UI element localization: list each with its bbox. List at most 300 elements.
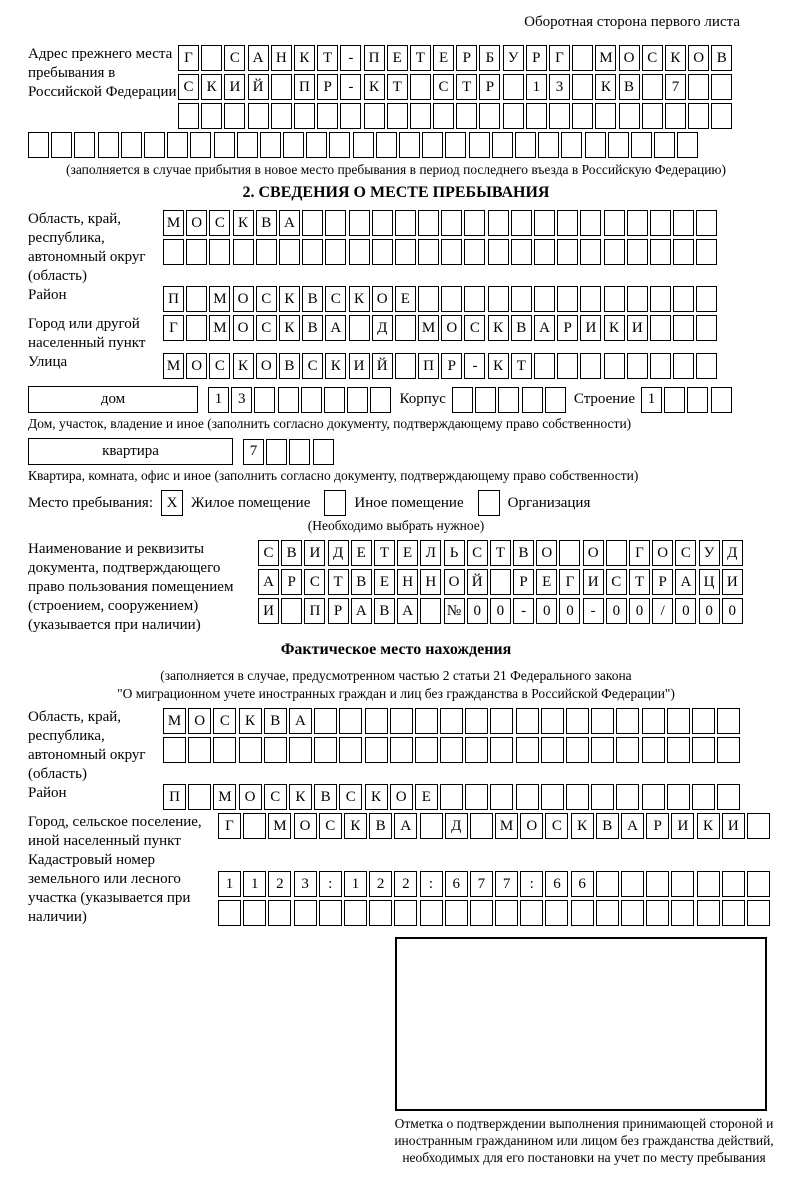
char-cell: К: [201, 74, 222, 100]
char-cell: А: [258, 569, 279, 595]
char-cell: [469, 132, 490, 158]
char-cell: Р: [513, 569, 534, 595]
char-cell: [370, 387, 391, 413]
char-cell: Ц: [699, 569, 720, 595]
char-cell: :: [319, 871, 342, 897]
char-row: [163, 286, 720, 312]
char-cell: [591, 737, 614, 763]
char-cell: М: [163, 708, 186, 734]
char-cell: [464, 210, 485, 236]
char-cell: К: [488, 315, 509, 341]
char-cell: [747, 871, 770, 897]
char-cell: В: [619, 74, 640, 100]
dom-cells: [208, 387, 394, 413]
factual-oblast-label: Область, край, республика, автономный округ (область): [28, 709, 146, 782]
char-cell: [243, 900, 266, 926]
char-cell: Т: [410, 45, 431, 71]
char-cell: -: [464, 353, 485, 379]
char-cell: М: [495, 813, 518, 839]
char-cell: О: [619, 45, 640, 71]
oblast-group: [28, 210, 764, 286]
gorod-label: Город или другой населенный пункт: [28, 316, 146, 351]
char-cell: [372, 210, 393, 236]
char-cell: [580, 286, 601, 312]
prev-address-full-row: [28, 132, 764, 158]
char-cell: [557, 210, 578, 236]
char-cell: 2: [369, 871, 392, 897]
header-note: Оборотная сторона первого листа: [524, 14, 740, 30]
char-cell: [51, 132, 72, 158]
char-cell: В: [302, 315, 323, 341]
char-cell: :: [520, 871, 543, 897]
char-cell: [324, 387, 345, 413]
char-row: [218, 900, 772, 926]
char-cell: [190, 132, 211, 158]
char-cell: Е: [395, 286, 416, 312]
char-cell: [314, 708, 337, 734]
stay-type-label: Место пребывания:: [28, 494, 153, 511]
char-cell: И: [627, 315, 648, 341]
char-cell: [520, 900, 543, 926]
char-cell: [503, 103, 524, 129]
section2-title: 2. СВЕДЕНИЯ О МЕСТЕ ПРЕБЫВАНИЯ: [242, 184, 550, 201]
char-cell: №: [444, 598, 465, 624]
char-cell: [440, 784, 463, 810]
char-cell: [465, 708, 488, 734]
stamp-caption: Отметка о подтверждении выполнения принимающей стороной и иностранным гражданином или лицом без гражданства действий, необходимых для его постановки на учет по месту пребывания: [394, 1116, 774, 1165]
char-cell: [642, 737, 665, 763]
kvartira-row: [28, 438, 764, 465]
char-cell: [541, 737, 564, 763]
stay-type-note: (Необходимо выбрать нужное): [307, 518, 485, 533]
prev-address-label: Адрес прежнего места пребывания в Российской Федерации: [28, 46, 177, 100]
char-cell: [365, 708, 388, 734]
char-cell: А: [621, 813, 644, 839]
char-cell: [654, 132, 675, 158]
char-cell: П: [163, 286, 184, 312]
char-cell: М: [163, 353, 184, 379]
char-cell: 0: [606, 598, 627, 624]
char-cell: [410, 103, 431, 129]
char-cell: [325, 210, 346, 236]
char-cell: [608, 132, 629, 158]
char-cell: И: [580, 315, 601, 341]
char-cell: [415, 708, 438, 734]
char-cell: [415, 737, 438, 763]
char-cell: [201, 45, 222, 71]
char-row: [178, 45, 735, 71]
char-cell: 1: [526, 74, 547, 100]
char-cell: А: [675, 569, 696, 595]
char-cell: 7: [243, 439, 264, 465]
char-cell: [534, 353, 555, 379]
char-cell: [441, 210, 462, 236]
char-cell: [488, 239, 509, 265]
char-cell: О: [233, 315, 254, 341]
char-cell: К: [325, 353, 346, 379]
char-cell: П: [294, 74, 315, 100]
char-cell: [470, 900, 493, 926]
char-cell: [178, 103, 199, 129]
char-cell: [339, 737, 362, 763]
char-cell: [390, 708, 413, 734]
char-cell: [516, 737, 539, 763]
char-cell: [264, 737, 287, 763]
char-cell: [233, 239, 254, 265]
char-cell: [418, 210, 439, 236]
char-cell: 7: [665, 74, 686, 100]
char-cell: М: [595, 45, 616, 71]
char-cell: С: [675, 540, 696, 566]
char-cell: М: [209, 315, 230, 341]
char-cell: П: [418, 353, 439, 379]
char-cell: Т: [456, 74, 477, 100]
char-cell: Р: [479, 74, 500, 100]
char-cell: [271, 103, 292, 129]
char-cell: В: [596, 813, 619, 839]
char-cell: С: [467, 540, 488, 566]
char-cell: [266, 439, 287, 465]
char-row: [218, 871, 772, 897]
char-cell: [711, 74, 732, 100]
char-cell: [516, 784, 539, 810]
char-cell: Н: [397, 569, 418, 595]
char-cell: [260, 132, 281, 158]
char-cell: [445, 900, 468, 926]
char-cell: [557, 353, 578, 379]
char-cell: Н: [271, 45, 292, 71]
char-cell: [711, 387, 732, 413]
char-cell: [650, 286, 671, 312]
char-cell: [490, 737, 513, 763]
char-cell: [340, 103, 361, 129]
factual-oblast-group: [28, 708, 764, 784]
prev-address-caption: (заполняется в случае прибытия в новое место пребывания в период последнего въезда в Российскую Федерацию): [65, 162, 727, 177]
char-cell: К: [289, 784, 312, 810]
char-cell: -: [340, 74, 361, 100]
char-cell: К: [239, 708, 262, 734]
char-cell: [283, 132, 304, 158]
char-cell: [572, 74, 593, 100]
char-cell: [642, 784, 665, 810]
char-cell: В: [279, 353, 300, 379]
char-cell: [604, 353, 625, 379]
char-cell: 6: [545, 871, 568, 897]
char-cell: [673, 210, 694, 236]
char-cell: Е: [374, 569, 395, 595]
char-cell: [479, 103, 500, 129]
char-cell: [580, 353, 601, 379]
char-cell: [580, 239, 601, 265]
char-cell: К: [233, 210, 254, 236]
char-cell: [616, 737, 639, 763]
char-row: [163, 784, 742, 810]
char-cell: К: [344, 813, 367, 839]
char-cell: А: [394, 813, 417, 839]
char-cell: Д: [372, 315, 393, 341]
char-cell: [571, 900, 594, 926]
char-cell: [254, 387, 275, 413]
char-cell: Р: [317, 74, 338, 100]
char-cell: [591, 784, 614, 810]
doc-rows: [258, 540, 745, 627]
char-row: [163, 737, 742, 763]
char-cell: [545, 387, 566, 413]
char-cell: А: [351, 598, 372, 624]
char-row: [163, 210, 720, 236]
kadastr-label: Кадастровый номер земельного или лесного участка (указывается при наличии): [28, 852, 191, 925]
char-cell: К: [665, 45, 686, 71]
char-cell: [557, 239, 578, 265]
char-cell: [349, 239, 370, 265]
char-cell: О: [688, 45, 709, 71]
char-cell: О: [186, 210, 207, 236]
char-cell: Т: [317, 45, 338, 71]
char-cell: О: [233, 286, 254, 312]
char-cell: [604, 239, 625, 265]
char-cell: [465, 737, 488, 763]
char-cell: [627, 210, 648, 236]
char-cell: С: [545, 813, 568, 839]
char-cell: [566, 784, 589, 810]
char-cell: [464, 286, 485, 312]
char-cell: И: [349, 353, 370, 379]
char-cell: [696, 210, 717, 236]
factual-raion-label: Район: [28, 785, 67, 801]
char-cell: О: [520, 813, 543, 839]
char-cell: И: [304, 540, 325, 566]
char-cell: [243, 813, 266, 839]
char-cell: С: [264, 784, 287, 810]
char-cell: Р: [456, 45, 477, 71]
char-cell: 1: [208, 387, 229, 413]
char-cell: [144, 132, 165, 158]
char-cell: [566, 737, 589, 763]
char-cell: [353, 132, 374, 158]
char-cell: [717, 708, 740, 734]
char-cell: К: [364, 74, 385, 100]
char-cell: :: [420, 871, 443, 897]
char-cell: Р: [281, 569, 302, 595]
char-cell: П: [163, 784, 186, 810]
char-cell: [237, 132, 258, 158]
char-cell: 3: [549, 74, 570, 100]
char-cell: [349, 315, 370, 341]
char-cell: [239, 737, 262, 763]
char-cell: [418, 239, 439, 265]
char-cell: П: [364, 45, 385, 71]
char-cell: [604, 286, 625, 312]
char-cell: Р: [526, 45, 547, 71]
char-cell: [692, 784, 715, 810]
char-cell: [646, 900, 669, 926]
char-cell: 1: [344, 871, 367, 897]
char-cell: [650, 210, 671, 236]
char-cell: [538, 132, 559, 158]
char-cell: [420, 813, 443, 839]
char-cell: 7: [495, 871, 518, 897]
char-cell: С: [642, 45, 663, 71]
char-cell: А: [397, 598, 418, 624]
char-cell: [339, 708, 362, 734]
char-cell: [673, 315, 694, 341]
char-cell: [256, 239, 277, 265]
char-cell: [329, 132, 350, 158]
char-cell: О: [294, 813, 317, 839]
char-cell: А: [248, 45, 269, 71]
char-cell: Т: [387, 74, 408, 100]
char-cell: [717, 784, 740, 810]
char-cell: С: [258, 540, 279, 566]
char-cell: Р: [441, 353, 462, 379]
char-cell: М: [418, 315, 439, 341]
char-cell: Е: [536, 569, 557, 595]
char-cell: [566, 708, 589, 734]
char-cell: [28, 132, 49, 158]
ulitsa-group: [28, 353, 764, 382]
char-cell: [248, 103, 269, 129]
char-cell: [515, 132, 536, 158]
char-cell: И: [671, 813, 694, 839]
oblast-label: Область, край, республика, автономный округ (область): [28, 211, 146, 284]
char-cell: [696, 315, 717, 341]
char-row: [163, 239, 720, 265]
char-cell: [213, 737, 236, 763]
char-cell: [621, 900, 644, 926]
char-cell: [319, 900, 342, 926]
char-cell: [278, 387, 299, 413]
char-cell: [395, 239, 416, 265]
stay-checkbox-org: [478, 490, 500, 516]
raion-group: [28, 286, 764, 315]
char-cell: [98, 132, 119, 158]
char-cell: А: [289, 708, 312, 734]
char-cell: [722, 900, 745, 926]
char-cell: В: [281, 540, 302, 566]
char-cell: [667, 708, 690, 734]
ulitsa-label: Улица: [28, 354, 68, 370]
char-cell: О: [186, 353, 207, 379]
char-cell: И: [583, 569, 604, 595]
char-cell: [692, 737, 715, 763]
char-cell: К: [697, 813, 720, 839]
char-cell: К: [595, 74, 616, 100]
char-cell: [441, 239, 462, 265]
char-cell: [271, 74, 292, 100]
char-cell: 7: [470, 871, 493, 897]
char-cell: Т: [328, 569, 349, 595]
char-cell: О: [444, 569, 465, 595]
char-cell: [534, 210, 555, 236]
char-cell: К: [488, 353, 509, 379]
char-cell: Т: [374, 540, 395, 566]
stay-checkbox-zhiloe: X: [161, 490, 183, 516]
char-cell: [572, 45, 593, 71]
char-cell: [186, 239, 207, 265]
kadastr-rows: [218, 851, 772, 929]
char-cell: [302, 210, 323, 236]
char-cell: [313, 439, 334, 465]
char-cell: [440, 737, 463, 763]
char-row: [163, 353, 720, 379]
char-cell: В: [374, 598, 395, 624]
char-cell: 6: [571, 871, 594, 897]
char-cell: А: [279, 210, 300, 236]
char-cell: О: [536, 540, 557, 566]
char-cell: Й: [467, 569, 488, 595]
char-cell: [511, 286, 532, 312]
char-cell: [390, 737, 413, 763]
char-cell: 3: [294, 871, 317, 897]
char-cell: [627, 353, 648, 379]
char-cell: [452, 387, 473, 413]
char-cell: [621, 871, 644, 897]
char-cell: [696, 353, 717, 379]
char-cell: [325, 239, 346, 265]
char-cell: [667, 784, 690, 810]
char-cell: А: [534, 315, 555, 341]
stamp-box: [395, 937, 767, 1111]
char-cell: С: [319, 813, 342, 839]
stay-checkbox-inoe: [324, 490, 346, 516]
char-cell: [692, 708, 715, 734]
char-cell: О: [188, 708, 211, 734]
char-cell: [664, 387, 685, 413]
kadastr-group: [28, 851, 764, 929]
char-cell: [224, 103, 245, 129]
char-cell: К: [365, 784, 388, 810]
char-cell: В: [351, 569, 372, 595]
char-cell: [456, 103, 477, 129]
char-cell: Т: [490, 540, 511, 566]
factual-caption-line1: (заполняется в случае, предусмотренном частью 2 статьи 21 Федерального закона: [160, 668, 632, 683]
char-cell: [557, 286, 578, 312]
char-cell: С: [464, 315, 485, 341]
char-cell: [167, 132, 188, 158]
char-cell: [465, 784, 488, 810]
char-cell: [470, 813, 493, 839]
char-cell: [445, 132, 466, 158]
char-cell: У: [699, 540, 720, 566]
doc-group: [28, 540, 764, 635]
char-cell: [673, 239, 694, 265]
char-cell: [516, 708, 539, 734]
char-cell: [399, 132, 420, 158]
stroenie-label: Строение: [573, 391, 635, 407]
char-cell: С: [325, 286, 346, 312]
char-cell: [498, 387, 519, 413]
char-cell: [475, 387, 496, 413]
char-cell: 1: [243, 871, 266, 897]
char-cell: [511, 239, 532, 265]
char-cell: 0: [699, 598, 720, 624]
char-cell: [711, 103, 732, 129]
char-cell: [488, 210, 509, 236]
char-cell: [74, 132, 95, 158]
char-cell: [646, 871, 669, 897]
char-cell: [302, 239, 323, 265]
char-cell: [697, 871, 720, 897]
char-cell: С: [304, 569, 325, 595]
char-cell: [490, 708, 513, 734]
char-cell: [395, 353, 416, 379]
char-cell: Д: [722, 540, 743, 566]
char-cell: [163, 737, 186, 763]
char-cell: [268, 900, 291, 926]
char-cell: К: [233, 353, 254, 379]
char-cell: Е: [397, 540, 418, 566]
char-cell: О: [652, 540, 673, 566]
